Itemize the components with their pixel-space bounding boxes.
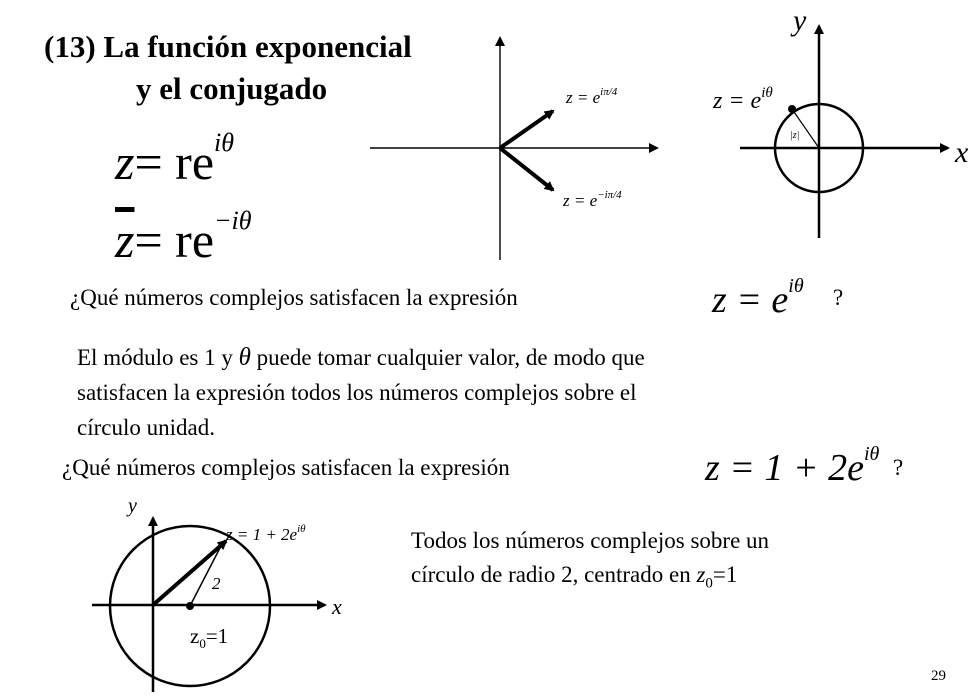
bottom-axis-x-label: x bbox=[332, 594, 342, 619]
answer-2-line-1: Todos los números complejos sobre un bbox=[411, 528, 770, 553]
answer-1-part-2: puede tomar cualquier valor, de modo que bbox=[256, 345, 645, 370]
title-line-2: y el conjugado bbox=[136, 71, 328, 106]
title-line-1: (13) La función exponencial bbox=[44, 29, 412, 64]
figure-bottom bbox=[92, 518, 325, 692]
answer-1-line-2: satisfacen la expresión todos los números complejos sobre el bbox=[77, 380, 637, 405]
bottom-vector bbox=[153, 541, 226, 605]
eq-z-exp: iθ bbox=[214, 128, 235, 157]
question-2-mark: ? bbox=[893, 455, 904, 480]
question-2-text: ¿Qué números complejos satisfacen la expresión bbox=[62, 455, 510, 480]
answer-2-z: z bbox=[696, 562, 706, 587]
q1-expr-exp: iθ bbox=[788, 275, 804, 297]
question-1-mark: ? bbox=[833, 285, 844, 310]
vector-lower bbox=[500, 148, 553, 190]
right-point bbox=[788, 105, 796, 113]
right-radius bbox=[792, 109, 819, 148]
right-point-label: $z = e^{i\theta}$ bbox=[713, 85, 773, 114]
bottom-axis-y-label: y bbox=[128, 495, 137, 517]
right-axis-y-label: y bbox=[793, 4, 807, 37]
q2-expr-exp: iθ bbox=[863, 443, 880, 465]
eq-zbar-rhs: = re bbox=[134, 212, 215, 268]
answer-2-prefix: círculo de radio 2, centrado en bbox=[411, 562, 691, 587]
answer-2-sub: 0 bbox=[705, 575, 713, 592]
q1-expr: z = e bbox=[712, 279, 789, 321]
answer-2-line-2 bbox=[411, 558, 769, 601]
answer-1-line-3: círculo unidad. bbox=[77, 415, 215, 440]
page-number: 29 bbox=[931, 668, 946, 684]
bottom-center-label: $z_0=1$ bbox=[190, 624, 229, 651]
answer-1 bbox=[77, 340, 645, 445]
figure-right bbox=[740, 26, 948, 238]
bottom-radius-label: 2 bbox=[212, 574, 221, 593]
eq-zbar-exp: −iθ bbox=[214, 206, 252, 235]
eq-z-lhs: z bbox=[115, 134, 135, 190]
answer-1-part-1: El módulo es 1 y bbox=[77, 345, 233, 370]
question-1-expression bbox=[712, 275, 804, 322]
center-label-lower: $z = e^{-i\pi/4}$ bbox=[563, 189, 622, 210]
eq-zbar-lhs: $\overline{z}$ bbox=[115, 212, 135, 268]
answer-1-theta: θ bbox=[238, 344, 251, 371]
figure-center-axes bbox=[370, 38, 657, 260]
answer-2 bbox=[411, 524, 769, 601]
answer-2-value: =1 bbox=[712, 562, 738, 587]
question-1-text: ¿Qué números complejos satisfacen la expresión bbox=[70, 285, 518, 310]
right-modulus-label: |z| bbox=[790, 130, 800, 141]
question-1 bbox=[70, 285, 518, 311]
question-2 bbox=[62, 455, 510, 481]
center-point bbox=[186, 602, 194, 610]
question-2-expression bbox=[705, 443, 879, 490]
answer-1-line-1 bbox=[77, 340, 645, 375]
eq-z-rhs: = re bbox=[134, 134, 215, 190]
right-axis-x-label: x bbox=[955, 136, 969, 169]
center-label-upper: $z = e^{i\pi/4}$ bbox=[566, 86, 618, 107]
q2-expr: z = 1 + 2e bbox=[705, 447, 864, 489]
vector-upper bbox=[500, 111, 553, 148]
bottom-vector-label: $z = 1 + 2e^{i\theta}$ bbox=[226, 523, 306, 544]
